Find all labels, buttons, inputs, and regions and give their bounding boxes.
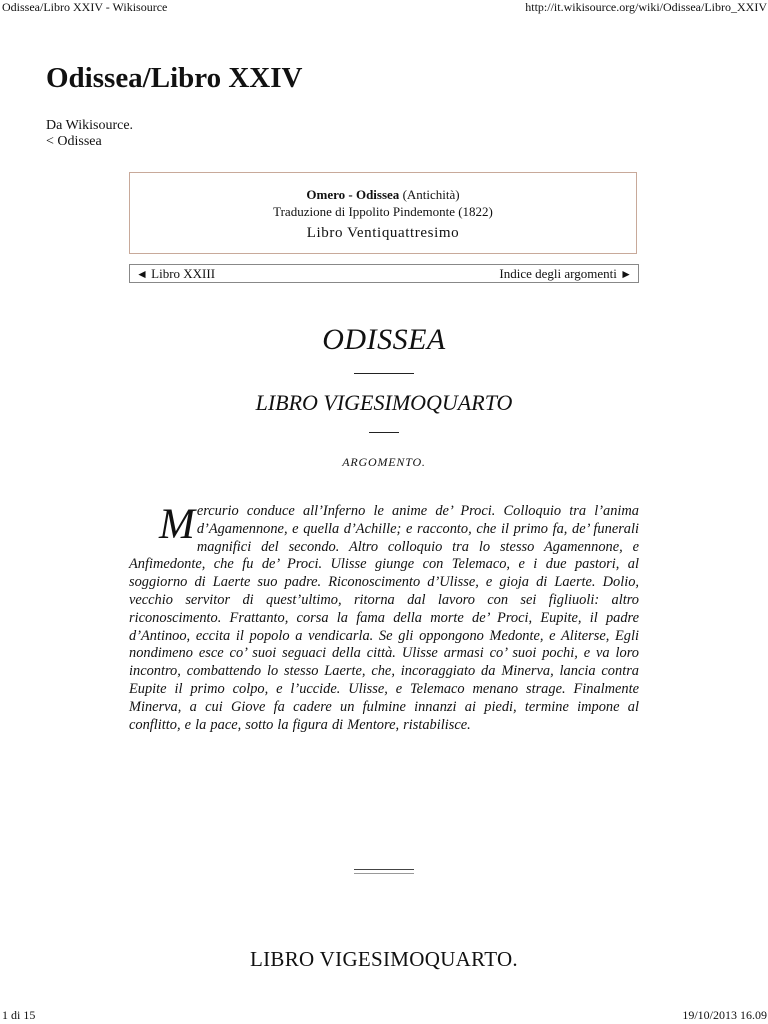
page-counter: 1 di 15 (2, 1008, 36, 1022)
work-header-box (129, 172, 637, 254)
parent-link[interactable]: < Odissea (46, 134, 102, 149)
argument-paragraph (129, 503, 639, 734)
title-rule (354, 373, 414, 374)
work-title: Odissea (355, 187, 400, 202)
author-link[interactable]: Omero (306, 187, 346, 202)
source-line: Da Wikisource. (46, 118, 134, 133)
print-timestamp: 19/10/2013 16.09 (682, 1008, 767, 1022)
book-navigation (129, 264, 639, 283)
book-subtitle: LIBRO VIGESIMOQUARTO (255, 390, 513, 415)
subtitle-rule (369, 432, 399, 433)
work-attribution (130, 187, 636, 203)
book-title: ODISSEA (322, 323, 446, 356)
arrow-right-icon: ► (620, 267, 632, 281)
print-header-url: http://it.wikisource.org/wiki/Odissea/Libro_XXIV (525, 0, 767, 14)
author-work-separator: - (345, 187, 356, 202)
page-title: Odissea/Libro XXIV (46, 62, 303, 94)
argument-text: ercurio conduce all’Inferno le anime de’ Proci. Colloquio tra l’anima d’Agamennone, e quella d’Achille; e racconto, che il primo fa, de’ funerali magnifici del secondo. Altro colloquio tra lo stesso Agamennone, e Anfimedonte, che fu de’ Proci. Ulisse giunge con Telemaco, e i due pastori, al soggiorno di Laerte suo padre. Riconoscimento d’Ulisse, e gioja di Laerte. Dolio, vecchio servitor di quest’ultimo, ritorna dal lavoro con sei figliuoli: altro riconoscimento. Frattanto, corsa la fama della morte de’ Proci, Eupite, il padre d’Antinoo, eccita il popolo a vendicarla. Se gli oppongono Medonte, e Aliterse, Egli nondimeno esce co’ suoi seguaci della città. Ulisse armasi co’ suoi pochi, e va loro incontro, combattendo lo stesso Laerte, che, incoraggiato da Minerva, lancia contra Eupite il primo colpo, e l’uccide. Ulisse, e Telemaco menano strage. Finalmente Minerva, a cui Giove fa cadere un fulmine innanzi ai piedi, termine impone al conflitto, e la pace, sotto la figura di Mentore, ristabilisce. (129, 503, 639, 733)
work-period: (Antichità) (399, 187, 460, 202)
print-header-title: Odissea/Libro XXIV - Wikisource (2, 0, 168, 14)
prev-book-label: Libro XXIII (151, 266, 216, 281)
dropcap-letter: M (159, 501, 195, 548)
chapter-heading: LIBRO VIGESIMOQUARTO. (250, 947, 518, 971)
prev-book-link[interactable] (136, 266, 215, 282)
section-separator (354, 869, 414, 874)
argomento-label: ARGOMENTO. (342, 455, 426, 469)
index-label: Indice degli argomenti (499, 266, 617, 281)
book-name: Libro Ventiquattresimo (306, 225, 460, 241)
index-link[interactable] (499, 266, 632, 282)
arrow-left-icon: ◄ (136, 267, 148, 281)
translation-credit: Traduzione di Ippolito Pindemonte (1822) (273, 204, 493, 219)
